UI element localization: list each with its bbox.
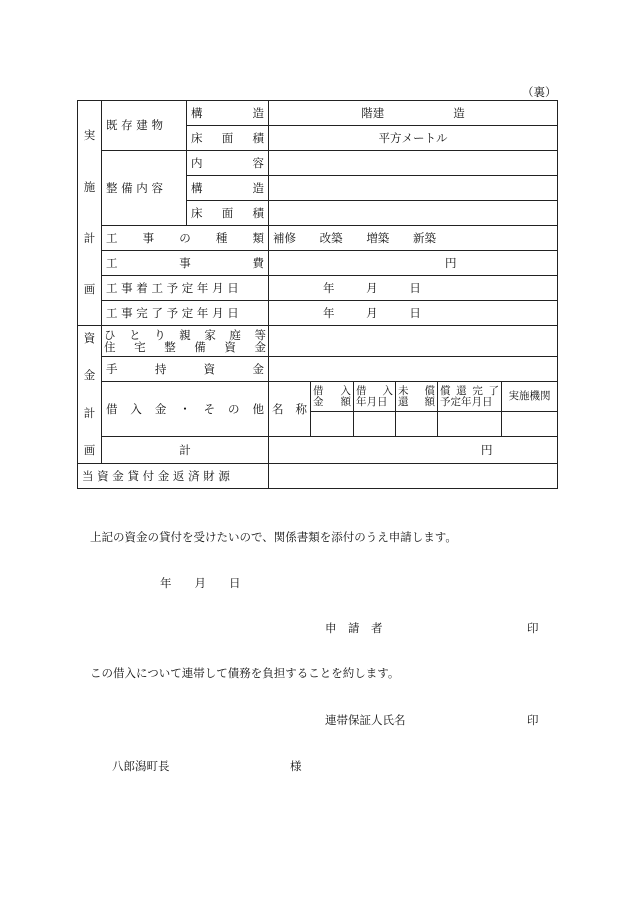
applicant-seal: 印 — [527, 621, 539, 635]
hensai-zaigen-label: 当 資 金 貸 付 金 返 済 財 源 — [78, 464, 269, 489]
yuka-menseki-label: 床 面 積 — [187, 126, 269, 151]
mishoukan-header: 未 償 還 額 — [396, 382, 438, 412]
kariire-kingaku-header: 借 入 金 額 — [311, 382, 354, 412]
hitori-oya-label: ひ と り 親 家 庭 等 住 宅 整 備 資 金 — [102, 326, 269, 357]
shoukan-kanryou-header: 償 還 完 了 予定年月日 — [438, 382, 502, 412]
menseki-value-field[interactable]: 平方メートル — [269, 126, 558, 151]
page-side-label: （裏） — [522, 85, 557, 99]
jisshi-keikaku-label: 実 施 計 画 — [78, 101, 102, 326]
kanryou-date-field[interactable]: 年 月 日 — [269, 301, 558, 326]
naiyou-value-field[interactable] — [269, 151, 558, 176]
hensai-zaigen-field[interactable] — [269, 464, 558, 489]
application-statement: 上記の資金の貸付を受けたいので、関係書類を添付のうえ申請します。 — [90, 530, 457, 544]
addressee-honorific: 様 — [290, 759, 302, 773]
guarantor-label: 連帯保証人氏名 — [325, 713, 406, 727]
kouzou2-label: 構 造 — [187, 176, 269, 201]
kouzou-value-field[interactable]: 階建 造 — [269, 101, 558, 126]
temochi-value-field[interactable] — [269, 357, 558, 382]
kison-tatemono-label: 既 存 建 物 — [102, 101, 187, 151]
kariire-kingaku-field[interactable] — [311, 412, 354, 437]
kariire-nengappi-header: 借 入 年月日 — [354, 382, 396, 412]
hitori-oya-value-field[interactable] — [269, 326, 558, 357]
jisshi-kikan-field[interactable] — [502, 412, 558, 437]
addressee: 八郎潟町長 — [112, 759, 170, 773]
kouzou2-value-field[interactable] — [269, 176, 558, 201]
shikin-keikaku-label: 資 金 計 画 — [78, 326, 102, 464]
koujihi-label: 工 事 費 — [102, 251, 269, 276]
kouzou-label: 構 造 — [187, 101, 269, 126]
chakkou-date-field[interactable]: 年 月 日 — [269, 276, 558, 301]
yuka-menseki2-label: 床 面 積 — [187, 201, 269, 226]
application-date: 年 月 日 — [160, 576, 241, 590]
application-form-table — [77, 100, 558, 489]
menseki2-value-field[interactable] — [269, 201, 558, 226]
shoukan-kanryou-field[interactable] — [438, 412, 502, 437]
guarantor-seal: 印 — [527, 713, 539, 727]
kei-value-field[interactable]: 円 — [269, 437, 558, 464]
mishoukan-field[interactable] — [396, 412, 438, 437]
kouji-shurui-options[interactable]: 補修 改築 増築 新築 — [269, 226, 558, 251]
seibi-naiyou-label: 整 備 内 容 — [102, 151, 187, 226]
koujihi-value-field[interactable]: 円 — [269, 251, 558, 276]
kei-label: 計 — [102, 437, 269, 464]
naiyou-label: 内 容 — [187, 151, 269, 176]
applicant-label: 申 請 者 — [325, 621, 383, 635]
meishou-label: 名 称 — [269, 382, 311, 437]
kariire-label: 借 入 金 ・ そ の 他 — [102, 382, 269, 437]
chakkou-label: 工 事 着 工 予 定 年 月 日 — [102, 276, 269, 301]
temochi-label: 手 持 資 金 — [102, 357, 269, 382]
kouji-shurui-label: 工 事 の 種 類 — [102, 226, 269, 251]
kariire-nengappi-field[interactable] — [354, 412, 396, 437]
kanryou-label: 工 事 完 了 予 定 年 月 日 — [102, 301, 269, 326]
guarantee-statement: この借入について連帯して債務を負担することを約します。 — [90, 666, 400, 680]
jisshi-kikan-header: 実施機関 — [502, 382, 558, 412]
